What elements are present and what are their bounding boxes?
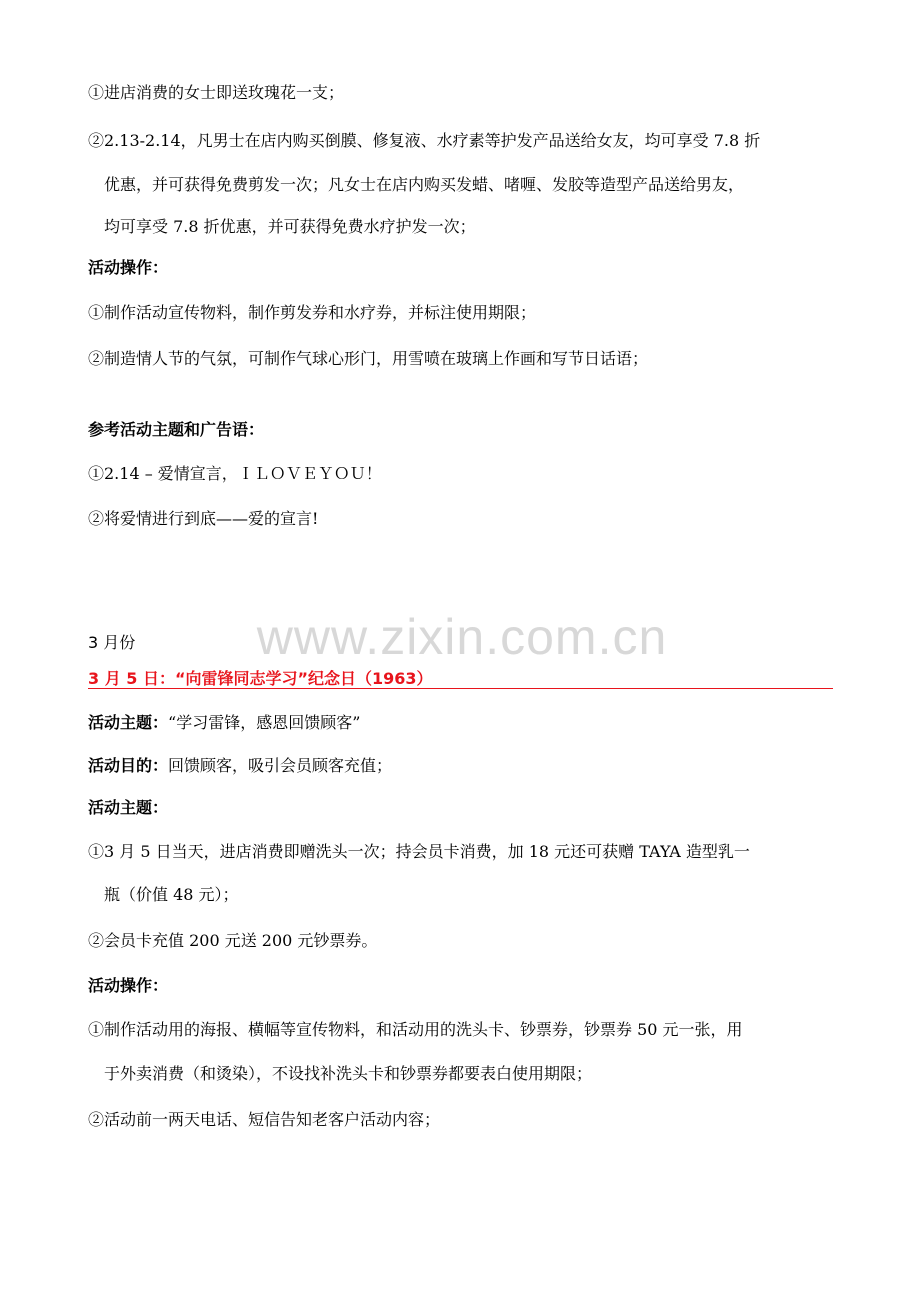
mar-purpose-label: 活动目的：	[88, 756, 169, 775]
event-title-underline	[88, 688, 833, 689]
mar-item-1-line-2: 瓶（价值 48 元）；	[104, 885, 239, 904]
mar-ops-heading: 活动操作：	[88, 976, 169, 995]
feb-item-2-line-2: 优惠，并可获得免费剪发一次；凡女士在店内购买发蜡、啫喱、发胶等造型产品送给男友，	[104, 175, 745, 194]
feb-item-2-line-3: 均可享受 7.8 折优惠，并可获得免费水疗护发一次；	[104, 217, 476, 236]
feb-ref-heading: 参考活动主题和广告语：	[88, 420, 265, 439]
feb-op-2: ②制造情人节的气氛，可制作气球心形门，用雪喷在玻璃上作画和写节日话语；	[88, 349, 649, 368]
mar-theme-value: “学习雷锋，感恩回馈顾客”	[168, 713, 361, 732]
mar-purpose-row	[88, 755, 834, 777]
event-title: 3 月 5 日：“向雷锋同志学习”纪念日（1963）	[88, 669, 433, 688]
mar-item-2: ②会员卡充值 200 元送 200 元钞票券。	[88, 931, 378, 950]
mar-theme-label: 活动主题：	[88, 713, 169, 732]
mar-item-1-line-1: ①3 月 5 日当天，进店消费即赠洗头一次；持会员卡消费，加 18 元还可获赠 TAYA 造型乳一	[88, 842, 750, 861]
feb-item-2-line-1: ②2.13-2.14，凡男士在店内购买倒膜、修复液、水疗素等护发产品送给女友，均可享受 7.8 折	[88, 131, 761, 150]
mar-op-1-line-1: ①制作活动用的海报、横幅等宣传物料，和活动用的洗头卡、钞票券，钞票券 50 元一张，用	[88, 1020, 743, 1039]
mar-op-2: ②活动前一两天电话、短信告知老客户活动内容；	[88, 1110, 441, 1129]
feb-item-1: ①进店消费的女士即送玫瑰花一支；	[88, 83, 345, 102]
watermark-text: www.zixin.com.cn	[256, 609, 668, 665]
mar-op-1-line-2: 于外卖消费（和烫染），不设找补洗头卡和钞票券都要表白使用期限；	[104, 1064, 593, 1083]
feb-ref-1: ①2.14 – 爱情宣言，ＩＬＯＶＥＹＯＵ！	[88, 464, 382, 483]
feb-ref-2: ②将爱情进行到底——爱的宣言!	[88, 509, 319, 528]
month-heading: 3 月份	[88, 633, 136, 652]
feb-op-1: ①制作活动宣传物料，制作剪发券和水疗券，并标注使用期限；	[88, 303, 537, 322]
feb-ops-heading: 活动操作：	[88, 258, 169, 277]
mar-theme2-heading: 活动主题：	[88, 798, 169, 817]
mar-theme-row	[88, 712, 834, 734]
mar-purpose-value: 回馈顾客，吸引会员顾客充值；	[168, 756, 393, 775]
